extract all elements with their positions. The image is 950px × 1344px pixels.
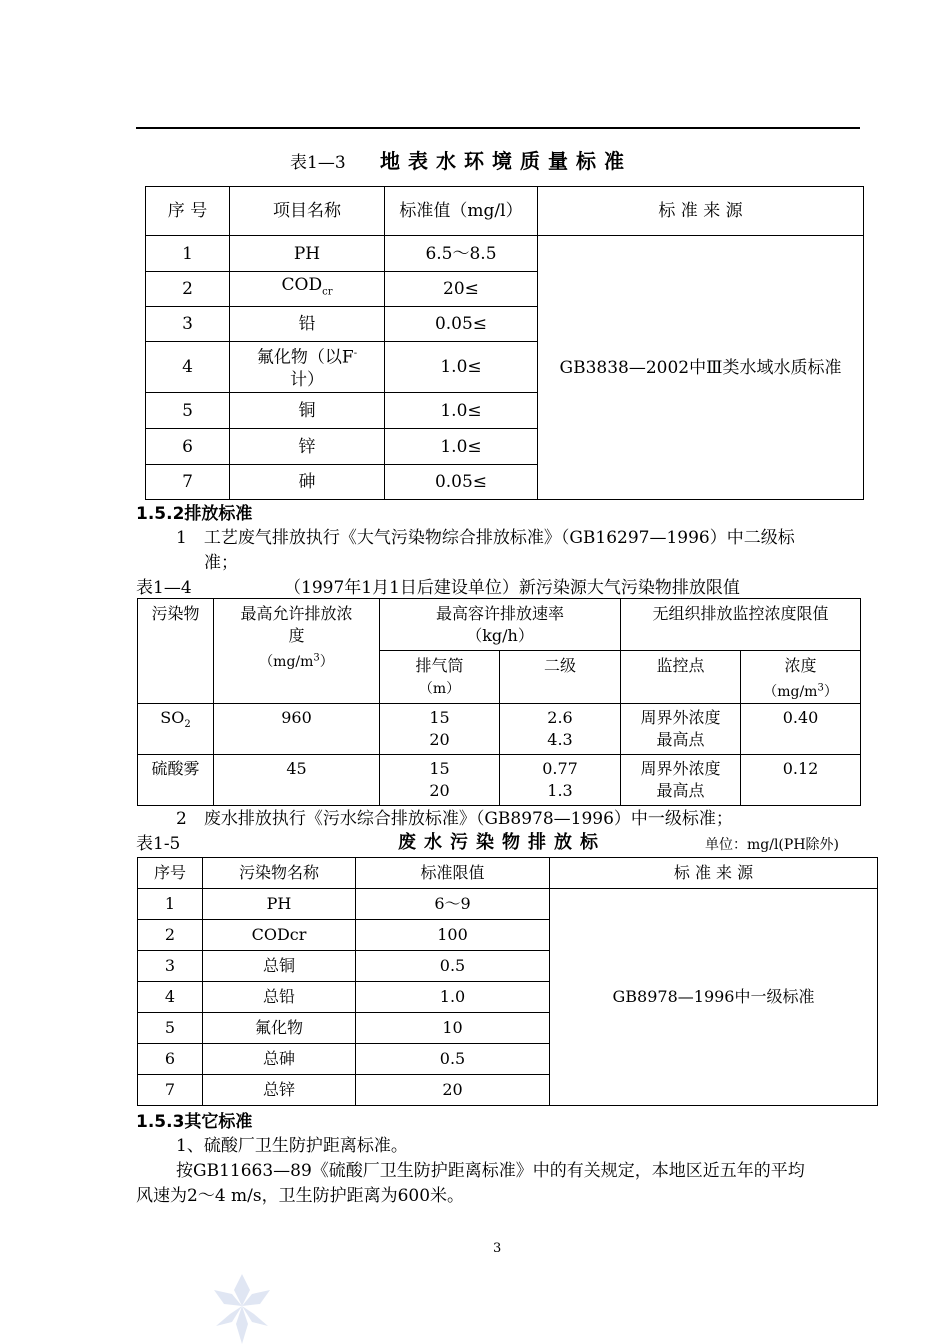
header-cell: 标 准 来 源	[550, 858, 878, 889]
paragraph-153-line1: 1、硫酸厂卫生防护距离标准。	[176, 1136, 408, 1156]
standard-limit: 20	[356, 1075, 550, 1106]
item-name	[230, 342, 385, 393]
monitor-point-line2: 最高点	[656, 729, 705, 749]
unit-text-end: ）	[319, 653, 334, 670]
table3-caption-title: 废水污染物排放标	[398, 832, 606, 853]
monitor-point-line2: 最高点	[656, 780, 705, 800]
standard-value: 0.05≤	[385, 465, 538, 500]
header-cell: 序号	[138, 858, 203, 889]
standard-limit: 1.0	[356, 982, 550, 1013]
header-cell: 序 号	[146, 187, 230, 236]
table1-caption-title: 地表水环境质量标准	[380, 149, 632, 173]
table-row	[138, 703, 861, 754]
row-number: 6	[146, 429, 230, 465]
standard-source-text: GB8978—1996中一级标准	[612, 987, 815, 1006]
header-max-concentration-line2: 度	[288, 626, 305, 645]
header-stack-height	[380, 651, 500, 704]
emission-rate-2: 1.3	[547, 780, 573, 800]
monitor-point-line1: 周界外浓度	[640, 758, 721, 778]
header-concentration-line1: 浓度	[784, 656, 817, 675]
stack-height-2: 20	[429, 729, 450, 749]
header-stack-line2: （m）	[418, 681, 461, 697]
pollutant-name	[138, 703, 214, 754]
table2-caption-title: （1997年1月1日后建设单位）新污染源大气污染物排放限值	[284, 578, 740, 598]
item-name-text: COD	[281, 275, 323, 296]
row-number: 2	[138, 920, 203, 951]
row-number: 3	[138, 951, 203, 982]
standard-value: 0.05≤	[385, 307, 538, 342]
table3-unit: 单位：mg/l(PH除外)	[705, 837, 839, 853]
stack-height-1: 15	[429, 707, 450, 727]
item-name-text-line2: 计）	[290, 369, 324, 390]
unit-text: （mg/m	[763, 683, 818, 700]
pollutant-name: PH	[203, 889, 356, 920]
standard-source	[538, 236, 864, 500]
header-cell: 标准限值	[356, 858, 550, 889]
stack-height-2: 20	[429, 780, 450, 800]
paragraph-153-line2: 按GB11663—89《硫酸厂卫生防护距离标准》中的有关规定，本地区近五年的平均	[176, 1161, 805, 1181]
pollutant-name: 硫酸雾	[138, 754, 214, 805]
section-heading-152: 1.5.2排放标准	[136, 504, 253, 524]
header-level2: 二级	[500, 651, 621, 704]
standard-value: 6.5～8.5	[385, 236, 538, 272]
emission-rates	[500, 703, 621, 754]
table1-caption-number: 表1—3	[290, 153, 346, 173]
monitor-point	[621, 703, 741, 754]
monitor-point	[621, 754, 741, 805]
item-name-superscript: -	[353, 348, 358, 360]
item-name-text: 氟化物（以F	[256, 347, 354, 368]
standard-limit: 100	[356, 920, 550, 951]
stack-heights	[380, 754, 500, 805]
wastewater-emission-table	[137, 857, 878, 1106]
row-number: 3	[146, 307, 230, 342]
header-cell: 项目名称	[230, 187, 385, 236]
header-cell: 标 准 来 源	[538, 187, 864, 236]
pollutant-name: 总锌	[203, 1075, 356, 1106]
row-number: 4	[146, 342, 230, 393]
snowflake-watermark-icon	[196, 1268, 288, 1344]
emission-rate-1: 0.77	[542, 758, 578, 778]
row-number: 1	[138, 889, 203, 920]
standard-limit: 0.5	[356, 1044, 550, 1075]
item-name	[230, 272, 385, 307]
paragraph-153-line3: 风速为2～4 m/s，卫生防护距离为600米。	[136, 1186, 465, 1206]
item-name-subscript: cr	[322, 286, 333, 298]
standard-value: 1.0≤	[385, 429, 538, 465]
header-max-rate-line2: （kg/h）	[466, 626, 534, 645]
stack-height-1: 15	[429, 758, 450, 778]
unit-superscript: 3	[817, 682, 824, 693]
pollutant-name: 总铅	[203, 982, 356, 1013]
air-emission-limits-table	[137, 598, 861, 806]
unit-superscript: 3	[313, 652, 320, 663]
standard-value: 1.0≤	[385, 393, 538, 429]
pollutant-name: 总砷	[203, 1044, 356, 1075]
surface-water-quality-table	[145, 186, 864, 500]
header-cell: 标准值（mg/l）	[385, 187, 538, 236]
unit-text-end: ）	[823, 683, 838, 700]
standard-source-text: GB3838—2002中Ⅲ类水域水质标准	[559, 357, 842, 378]
header-concentration-unit	[763, 684, 838, 700]
row-number: 1	[146, 236, 230, 272]
header-max-rate-line1: 最高容许排放速率	[436, 604, 565, 623]
item-name: 铅	[230, 307, 385, 342]
paragraph-item2: 2 废水排放执行《污水综合排放标准》（GB8978—1996）中一级标准；	[176, 809, 733, 829]
item-name: 铜	[230, 393, 385, 429]
standard-limit: 6～9	[356, 889, 550, 920]
standard-value: 1.0≤	[385, 342, 538, 393]
table3-caption-number: 表1-5	[136, 834, 181, 854]
row-number: 7	[138, 1075, 203, 1106]
standard-source	[550, 889, 878, 1106]
header-max-rate	[380, 599, 621, 651]
standard-limit: 10	[356, 1013, 550, 1044]
max-concentration: 45	[214, 754, 380, 805]
header-stack-line1: 排气筒	[415, 656, 464, 675]
pollutant-name: CODcr	[203, 920, 356, 951]
page-number: 3	[493, 1241, 502, 1256]
unit-text: （mg/m	[259, 653, 314, 670]
table-row	[138, 754, 861, 805]
concentration-limit: 0.12	[741, 754, 861, 805]
header-max-concentration-unit	[259, 654, 334, 670]
paragraph-item1: 1 工艺废气排放执行《大气污染物综合排放标准》（GB16297—1996）中二级标	[176, 528, 795, 548]
pollutant-subscript: 2	[184, 718, 191, 730]
standard-value: 20≤	[385, 272, 538, 307]
table-row	[138, 889, 878, 920]
header-unorganized-limit: 无组织排放监控浓度限值	[621, 599, 861, 651]
emission-rate-2: 4.3	[547, 729, 573, 749]
row-number: 7	[146, 465, 230, 500]
row-number: 4	[138, 982, 203, 1013]
emission-rates	[500, 754, 621, 805]
item-name: PH	[230, 236, 385, 272]
max-concentration: 960	[214, 703, 380, 754]
header-concentration	[741, 651, 861, 704]
section-heading-153: 1.5.3其它标准	[136, 1112, 253, 1132]
table2-caption-number: 表1—4	[136, 578, 192, 598]
header-monitor-point: 监控点	[621, 651, 741, 704]
pollutant-name: 氟化物	[203, 1013, 356, 1044]
pollutant-name: 总铜	[203, 951, 356, 982]
pollutant-text: SO	[160, 707, 185, 727]
row-number: 6	[138, 1044, 203, 1075]
header-max-concentration-line1: 最高允许排放浓	[240, 604, 353, 623]
row-number: 5	[138, 1013, 203, 1044]
row-number: 5	[146, 393, 230, 429]
standard-limit: 0.5	[356, 951, 550, 982]
item-name: 锌	[230, 429, 385, 465]
monitor-point-line1: 周界外浓度	[640, 707, 721, 727]
row-number: 2	[146, 272, 230, 307]
concentration-limit: 0.40	[741, 703, 861, 754]
header-max-concentration	[214, 599, 380, 704]
emission-rate-1: 2.6	[547, 707, 573, 727]
stack-heights	[380, 703, 500, 754]
header-pollutant: 污染物	[138, 599, 214, 704]
header-cell: 污染物名称	[203, 858, 356, 889]
top-rule	[136, 127, 860, 129]
paragraph-item1-continued: 准；	[204, 553, 238, 573]
table-row	[146, 236, 864, 272]
item-name: 砷	[230, 465, 385, 500]
